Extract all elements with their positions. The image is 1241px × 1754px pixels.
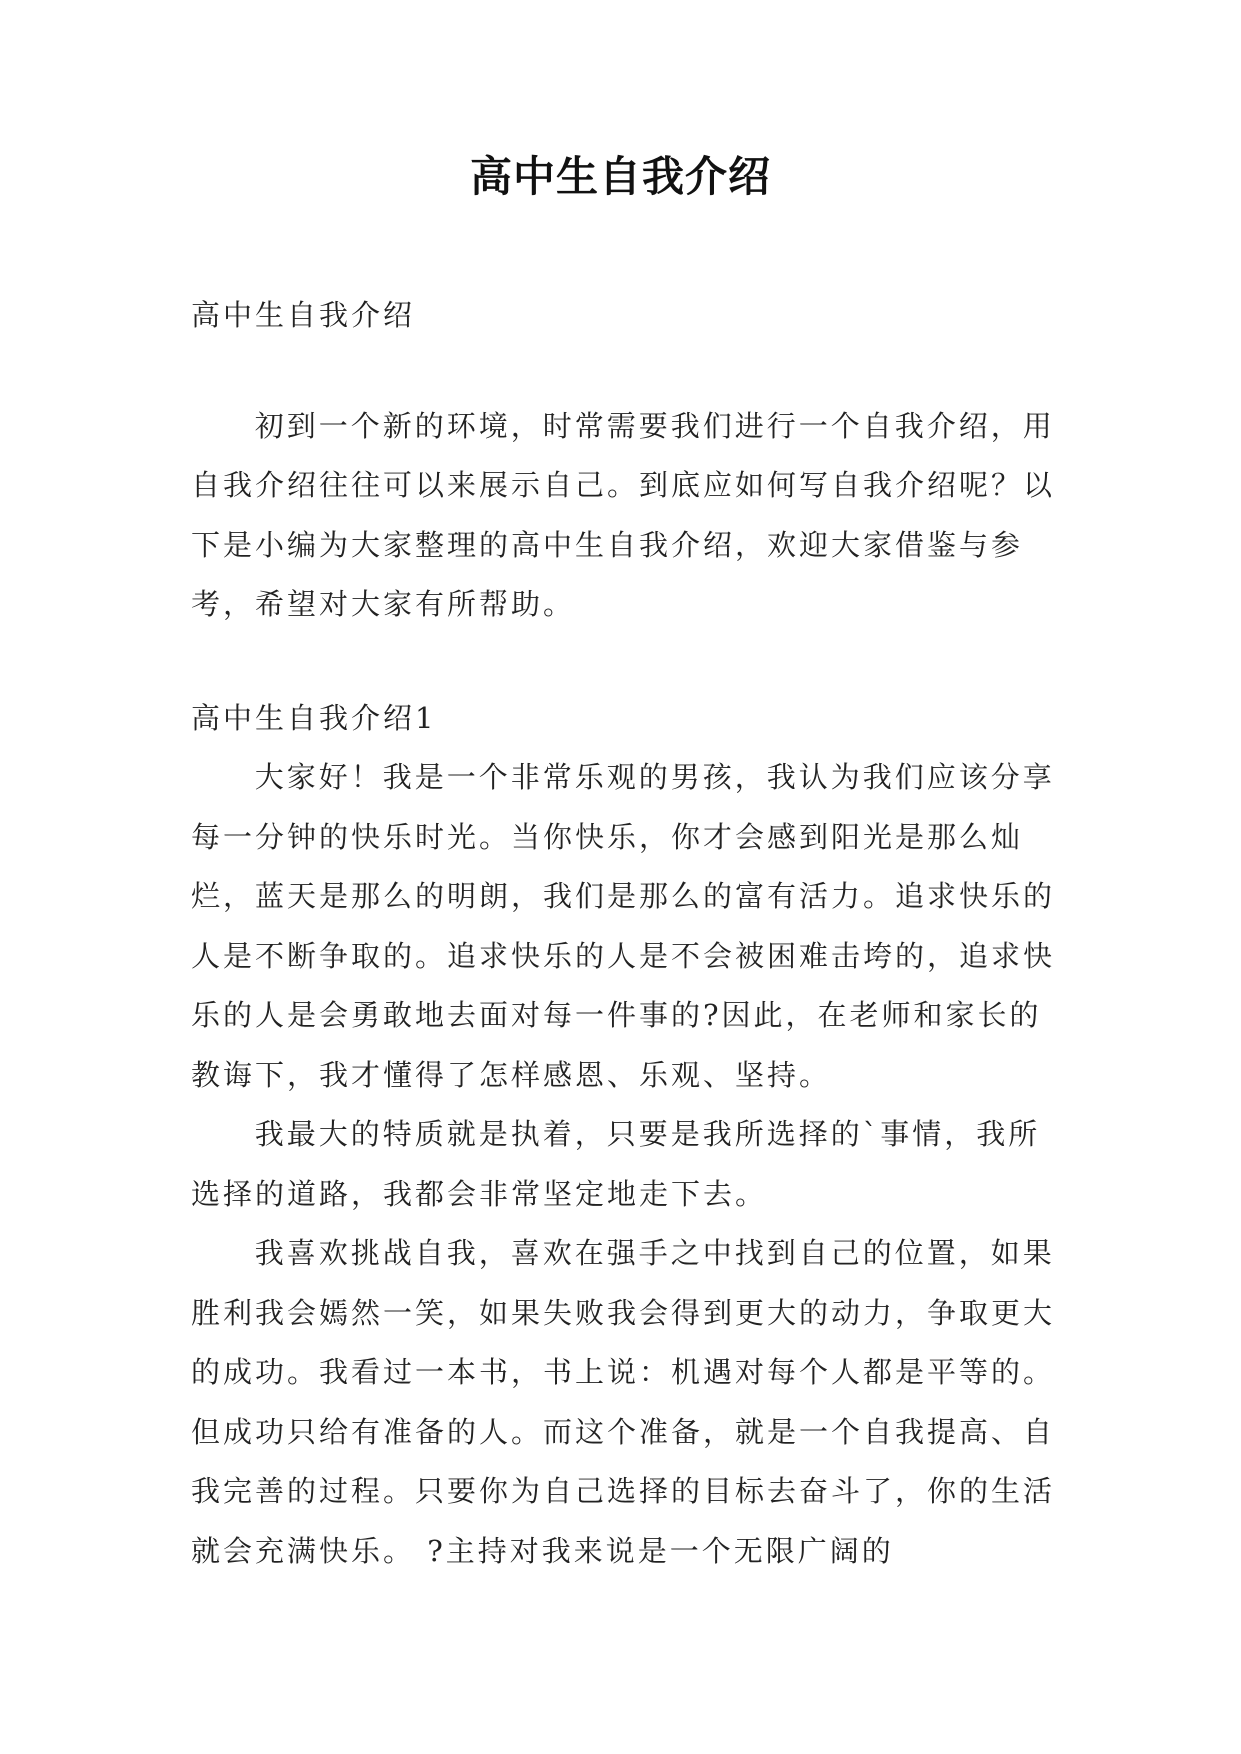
document-title: 高中生自我介绍: [469, 152, 771, 201]
body-paragraph: 我喜欢挑战自我，喜欢在强手之中找到自己的位置，如果胜利我会嫣然一笑，如果失败我会得到更大的动力，争取更大的成功。我看过一本书，书上说：机遇对每个人都是平等的。但成功只给有准备的人。而这个准备，就是一个自我提高、自我完善的过程。只要你为自己选择的目标去奋斗了，你的生活就会充满快乐。 ?主持对我来说是一个无限广阔的: [191, 1236, 1056, 1568]
intro-paragraph: 初到一个新的环境，时常需要我们进行一个自我介绍，用自我介绍往往可以来展示自己。到底应如何写自我介绍呢？以下是小编为大家整理的高中生自我介绍，欢迎大家借鉴与参考，希望对大家有所帮助。: [191, 408, 1056, 621]
document-body: [191, 286, 1063, 1581]
section-heading: 高中生自我介绍1: [191, 700, 437, 735]
body-paragraph: 大家好！我是一个非常乐观的男孩，我认为我们应该分享每一分钟的快乐时光。当你快乐，你才会感到阳光是那么灿烂，蓝天是那么的明朗，我们是那么的富有活力。追求快乐的人是不断争取的。追求快乐的人是不会被困难击垮的，追求快乐的人是会勇敢地去面对每一件事的?因此，在老师和家长的教诲下，我才懂得了怎样感恩、乐观、坚持。: [191, 760, 1056, 1092]
subtitle: 高中生自我介绍: [191, 298, 416, 332]
body-paragraph: 我最大的特质就是执着，只要是我所选择的`事情，我所选择的道路，我都会非常坚定地走下去。: [191, 1117, 1041, 1211]
